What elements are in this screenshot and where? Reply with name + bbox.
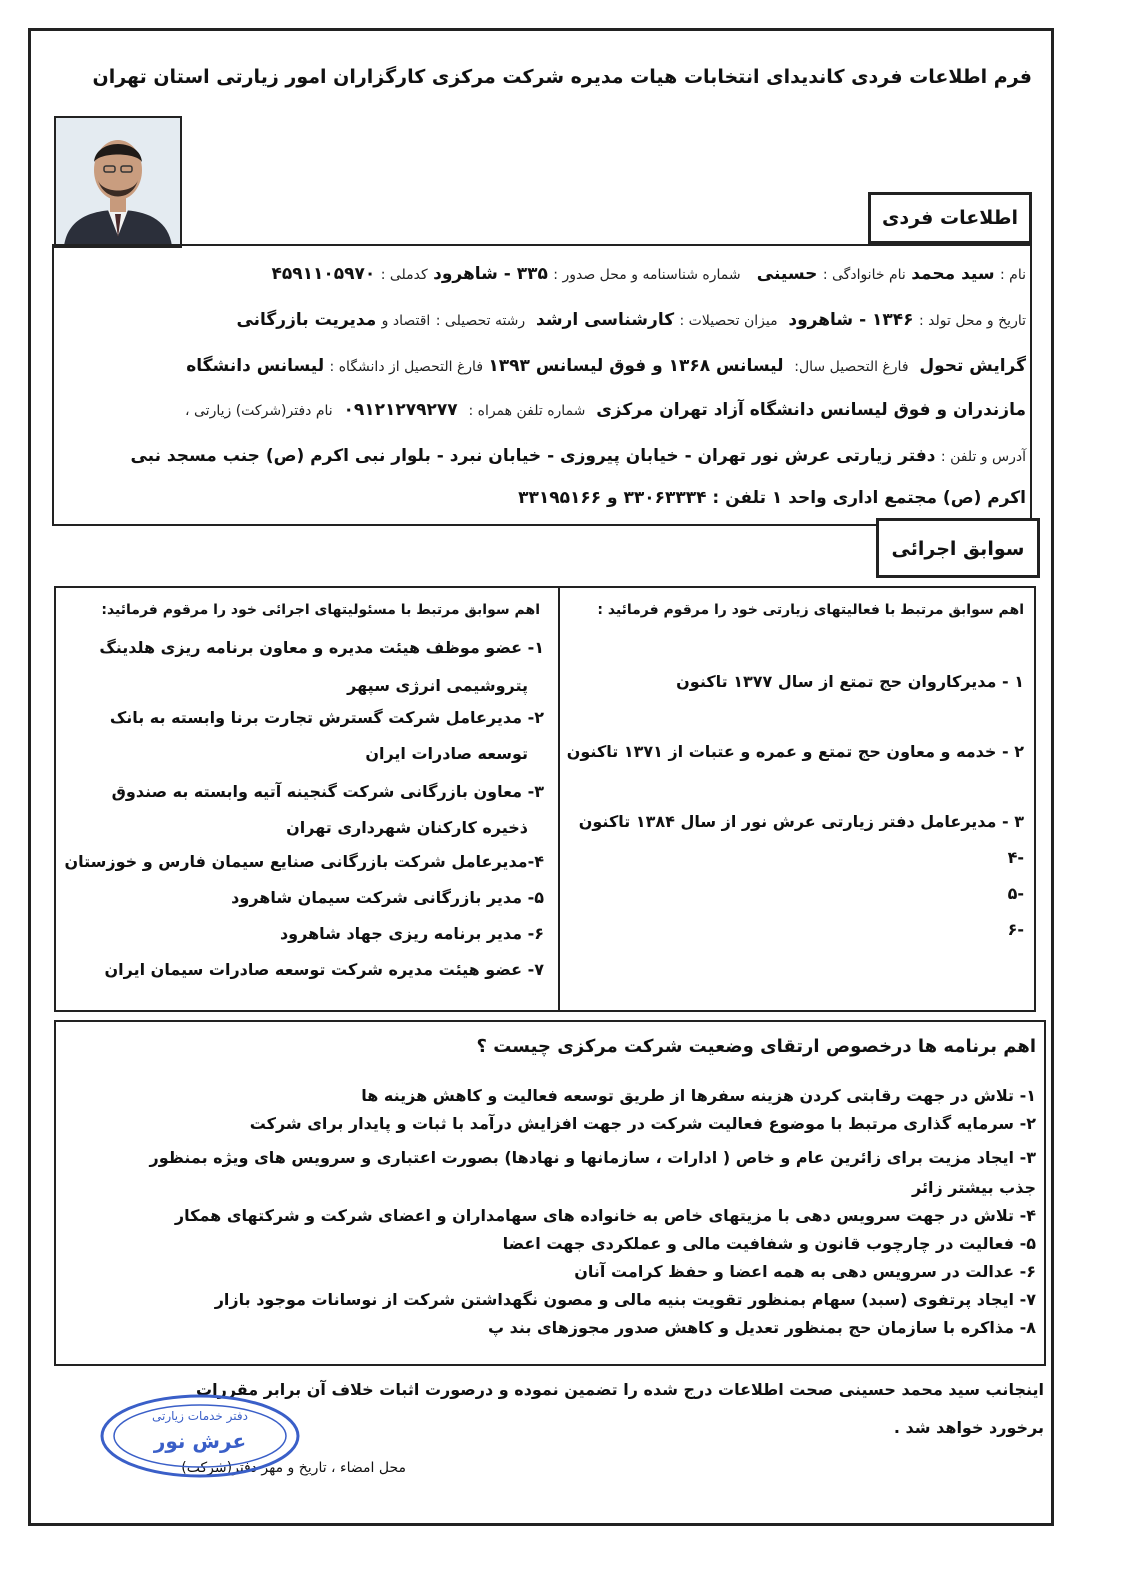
responsibility-header: اهم سوابق مرتبط با مسئولیتهای اجرائی خود را مرقوم فرمائید: (101, 602, 540, 618)
responsibility-line: پتروشیمی انرژی سپهر (347, 676, 528, 695)
responsibility-line: ۳- معاون بازرگانی شرکت گنجینه آتیه وابسته به صندوق (111, 782, 544, 801)
personal-line-5: آدرس و تلفن : دفتر زیارتی عرش نور تهران - خیابان پیروزی - خیابان نبرد - بلوار نبی اکرم (ص) جنب مسجد نبی (130, 446, 1026, 466)
personal-line-3: گرایش تحول فارغ التحصیل سال: لیسانس ۱۳۶۸ و فوق لیسانس ۱۳۹۳ فارغ التحصیل از دانشگاه : لیسانس دانشگاه (186, 356, 1026, 376)
personal-line-2: تاریخ و محل تولد : ۱۳۴۶ - شاهرود میزان تحصیلات : کارشناسی ارشد رشته تحصیلی : اقتصاد و مدیریت بازرگانی (236, 310, 1026, 330)
responsibility-line: توسعه صادرات ایران (365, 744, 528, 763)
personal-line-6: اکرم (ص) مجتمع اداری واحد ۱ تلفن : ۳۳۰۶۳۳۳۴ و ۳۳۱۹۵۱۶۶ (518, 488, 1026, 508)
stamp-top-text: دفتر خدمات زیارتی (152, 1409, 248, 1423)
signature-caption: محل امضاء ، تاریخ و مهر دفتر(شرکت) (181, 1460, 406, 1476)
plan-item: ۷- ایجاد پرتفوی (سبد) سهام بمنظور تقویت بنیه مالی و مصون نگهداشتن شرکت از نوسانات موجود بازار (214, 1290, 1036, 1309)
pilgrimage-item: ۲ - خدمه و معاون حج تمتع و عمره و عتبات از ۱۳۷۱ تاکنون (566, 742, 1024, 761)
pilgrimage-item: ۳ - مدیرعامل دفتر زیارتی عرش نور از سال ۱۳۸۴ تاکنون (578, 812, 1024, 831)
executive-heading: سوابق اجرائی (876, 518, 1040, 578)
responsibility-line: ۱- عضو موظف هیئت مدیره و معاون برنامه ریزی هلدینگ (99, 638, 544, 657)
responsibility-line: ۴-مدیرعامل شرکت بازرگانی صنایع سیمان فارس و خوزستان (64, 852, 544, 871)
birth-value: ۱۳۴۶ - شاهرود (788, 310, 914, 330)
personal-info-box (52, 244, 1032, 526)
executive-table-divider (558, 586, 560, 1012)
responsibility-line: ذخیره کارکنان شهرداری تهران (286, 818, 528, 837)
national-id-value: ۴۵۹۱۱۰۵۹۷۰ (271, 264, 376, 284)
personal-line-1: نام : سید محمد نام خانوادگی : حسینی شماره شناسنامه و محل صدور : ۳۳۵ - شاهرود کدملی : ۴۵۹۱۱۰۵۹۷۰ (271, 264, 1026, 284)
form-title: فرم اطلاعات فردی کاندیدای انتخابات هیات مدیره شرکت مرکزی کارگزاران امور زیارتی استان تهران (92, 66, 1032, 88)
plan-item: ۳- ایجاد مزیت برای زائرین عام و خاص ( ادارات ، سازمانها و نهادها) بصورت اعتباری و سرویس های ویژه بمنظور (149, 1148, 1036, 1167)
candidate-photo (54, 116, 182, 248)
plan-item: ۶- عدالت در سرویس دهی به همه اعضا و حفظ کرامت آنان (574, 1262, 1036, 1281)
office-stamp (98, 1392, 302, 1480)
name-value: سید محمد (911, 264, 995, 284)
plans-question: اهم برنامه ها درخصوص ارتقای وضعیت شرکت مرکزی چیست ؟ (476, 1036, 1036, 1057)
pilgrimage-item: -۴ (1007, 848, 1024, 867)
plans-box (54, 1020, 1046, 1366)
pilgrimage-item: -۶ (1007, 920, 1024, 939)
plan-item: ۸- مذاکره با سازمان حج بمنظور تعدیل و کاهش صدور مجوزهای بند پ (488, 1318, 1036, 1337)
declaration-line-2: برخورد خواهد شد . (893, 1418, 1044, 1437)
family-value: حسینی (756, 264, 818, 284)
personal-info-heading: اطلاعات فردی (868, 192, 1032, 244)
pilgrimage-header: اهم سوابق مرتبط با فعالیتهای زیارتی خود را مرقوم فرمائید : (597, 602, 1024, 618)
address-value: دفتر زیارتی عرش نور تهران - خیابان پیروزی - خیابان نبرد - بلوار نبی اکرم (ص) جنب مسجد نبی (130, 446, 936, 466)
responsibility-line: ۲- مدیرعامل شرکت گسترش تجارت برنا وابسته به بانک (109, 708, 544, 727)
person-silhouette-icon (56, 118, 180, 246)
pilgrimage-item: ۱ - مدیرکاروان حج تمتع از سال ۱۳۷۷ تاکنون (676, 672, 1024, 691)
responsibility-line: ۷- عضو هیئت مدیره شرکت توسعه صادرات سیمان ایران (104, 960, 544, 979)
id-value: ۳۳۵ - شاهرود (433, 264, 548, 284)
plan-item: ۴- تلاش در جهت سرویس دهی با مزیتهای خاص به خانواده های سهامداران و اعضای شرکت و شرکتهای همکار (174, 1206, 1036, 1225)
declaration-line-1: اینجانب سید محمد حسینی صحت اطلاعات درج شده را تضمین نموده و درصورت اثبات خلاف آن برابر مقررات (196, 1380, 1044, 1399)
plan-item: جذب بیشتر زائر (912, 1178, 1036, 1197)
education-value: کارشناسی ارشد (536, 310, 675, 330)
plan-item: ۱- تلاش در جهت رقابتی کردن هزینه سفرها از طریق توسعه فعالیت و کاهش هزینه ها (361, 1086, 1036, 1105)
responsibility-line: ۶- مدیر برنامه ریزی جهاد شاهرود (279, 924, 544, 943)
grad-year-value: لیسانس ۱۳۶۸ و فوق لیسانس ۱۳۹۳ (488, 356, 784, 376)
personal-line-4: مازندران و فوق لیسانس دانشگاه آزاد تهران مرکزی شماره تلفن همراه : ۰۹۱۲۱۲۷۹۲۷۷ نام دفتر(شرکت) زیارتی ، (185, 400, 1026, 420)
responsibility-line: ۵- مدیر بازرگانی شرکت سیمان شاهرود (231, 888, 544, 907)
plan-item: ۵- فعالیت در چارچوب قانون و شفافیت مالی و عملکردی جهت اعضا (502, 1234, 1036, 1253)
mobile-value: ۰۹۱۲۱۲۷۹۲۷۷ (343, 400, 458, 420)
stamp-center-text: عرش نور (153, 1429, 247, 1453)
plan-item: ۲- سرمایه گذاری مرتبط با موضوع فعالیت شرکت در جهت افزایش درآمد با ثبات و پایدار برای شرکت (249, 1114, 1036, 1133)
pilgrimage-item: -۵ (1007, 884, 1024, 903)
